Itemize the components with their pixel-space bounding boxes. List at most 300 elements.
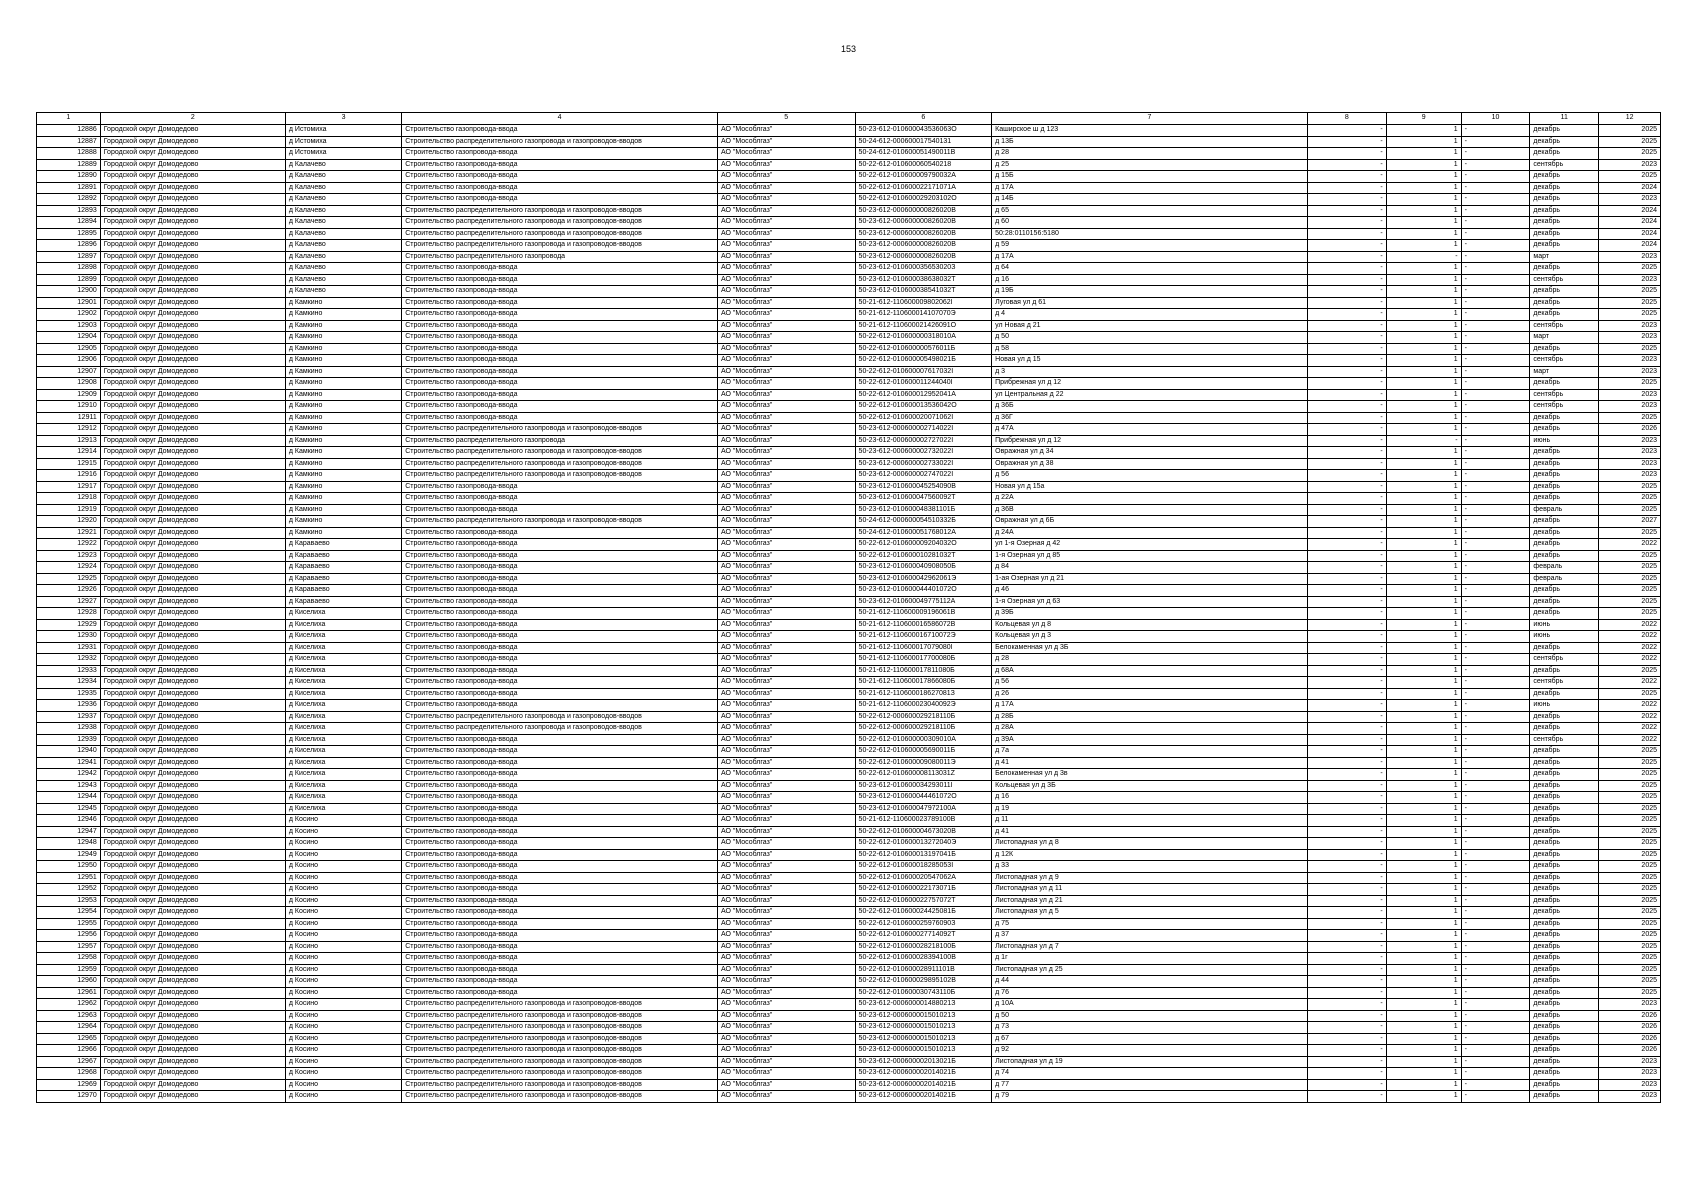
- cell-address: д 17А: [992, 700, 1308, 712]
- cell-application-id: 50-22-612-010600013272040Э: [855, 838, 992, 850]
- cell-col-8: -: [1307, 780, 1386, 792]
- cell-work-type: Строительство распределительного газопровода: [402, 251, 718, 263]
- cell-month: декабрь: [1530, 769, 1599, 781]
- cell-organization: АО "Мособлгаз": [717, 481, 855, 493]
- cell-col-8: -: [1307, 435, 1386, 447]
- cell-settlement: д Калачево: [285, 205, 401, 217]
- cell-work-type: Строительство газопровода-ввода: [402, 412, 718, 424]
- table-row: [37, 194, 1661, 206]
- cell-row-number: 12921: [37, 527, 101, 539]
- cell-col-8: -: [1307, 861, 1386, 873]
- cell-organization: АО "Мособлгаз": [717, 861, 855, 873]
- cell-district: Городской округ Домодедово: [100, 562, 285, 574]
- cell-row-number: 12893: [37, 205, 101, 217]
- cell-address: д 58: [992, 343, 1308, 355]
- cell-address: д 56: [992, 470, 1308, 482]
- cell-district: Городской округ Домодедово: [100, 332, 285, 344]
- cell-col-10: -: [1461, 815, 1530, 827]
- cell-row-number: 12918: [37, 493, 101, 505]
- cell-application-id: 50-22-612-010600020071062I: [855, 412, 992, 424]
- cell-work-type: Строительство распределительного газопровода и газопроводов-вводов: [402, 217, 718, 229]
- cell-district: Городской округ Домодедово: [100, 1033, 285, 1045]
- cell-col-9: 1: [1386, 803, 1461, 815]
- cell-month: декабрь: [1530, 608, 1599, 620]
- cell-application-id: 50-22-612-010600030743110Б: [855, 987, 992, 999]
- table-row: [37, 872, 1661, 884]
- cell-work-type: Строительство распределительного газопровода и газопроводов-вводов: [402, 1056, 718, 1068]
- cell-district: Городской округ Домодедово: [100, 516, 285, 528]
- cell-organization: АО "Мособлгаз": [717, 596, 855, 608]
- cell-col-10: -: [1461, 389, 1530, 401]
- cell-address: Прибрежная ул д 12: [992, 435, 1308, 447]
- cell-row-number: 12895: [37, 228, 101, 240]
- cell-row-number: 12887: [37, 136, 101, 148]
- cell-row-number: 12926: [37, 585, 101, 597]
- cell-year: 2022: [1599, 700, 1661, 712]
- cell-application-id: 50-22-612-010600013197041Б: [855, 849, 992, 861]
- cell-district: Городской округ Домодедово: [100, 895, 285, 907]
- table-row: [37, 447, 1661, 459]
- table-row: [37, 1010, 1661, 1022]
- cell-address: д 64: [992, 263, 1308, 275]
- cell-col-10: -: [1461, 918, 1530, 930]
- cell-application-id: 50-23-612-000600002014021Б: [855, 1079, 992, 1091]
- cell-application-id: 50-22-612-010600011244040I: [855, 378, 992, 390]
- cell-district: Городской округ Домодедово: [100, 493, 285, 505]
- cell-district: Городской округ Домодедово: [100, 861, 285, 873]
- cell-col-10: -: [1461, 769, 1530, 781]
- cell-application-id: 50-23-612-000600002014021Б: [855, 1068, 992, 1080]
- cell-col-10: -: [1461, 780, 1530, 792]
- cell-settlement: д Косино: [285, 815, 401, 827]
- table-row: [37, 562, 1661, 574]
- cell-organization: АО "Мособлгаз": [717, 1045, 855, 1057]
- cell-work-type: Строительство газопровода-ввода: [402, 125, 718, 137]
- table-row: [37, 1091, 1661, 1103]
- cell-col-8: -: [1307, 826, 1386, 838]
- cell-row-number: 12959: [37, 964, 101, 976]
- table-row: [37, 332, 1661, 344]
- cell-work-type: Строительство газопровода-ввода: [402, 148, 718, 160]
- cell-col-9: 1: [1386, 734, 1461, 746]
- cell-address: Овражная ул д 6Б: [992, 516, 1308, 528]
- cell-district: Городской округ Домодедово: [100, 849, 285, 861]
- cell-work-type: Строительство газопровода-ввода: [402, 366, 718, 378]
- cell-settlement: д Калачево: [285, 228, 401, 240]
- cell-month: декабрь: [1530, 585, 1599, 597]
- cell-month: июнь: [1530, 435, 1599, 447]
- cell-month: декабрь: [1530, 447, 1599, 459]
- cell-address: д 22А: [992, 493, 1308, 505]
- cell-application-id: 50-22-612-010600000309010А: [855, 734, 992, 746]
- cell-col-10: -: [1461, 343, 1530, 355]
- cell-col-9: 1: [1386, 608, 1461, 620]
- cell-address: д 65: [992, 205, 1308, 217]
- cell-work-type: Строительство газопровода-ввода: [402, 159, 718, 171]
- cell-work-type: Строительство газопровода-ввода: [402, 573, 718, 585]
- cell-address: д 39А: [992, 734, 1308, 746]
- cell-settlement: д Косино: [285, 964, 401, 976]
- cell-col-9: 1: [1386, 504, 1461, 516]
- cell-settlement: д Киселиха: [285, 700, 401, 712]
- cell-settlement: д Камкино: [285, 366, 401, 378]
- cell-col-9: 1: [1386, 769, 1461, 781]
- cell-col-9: 1: [1386, 1033, 1461, 1045]
- cell-address: д 17А: [992, 251, 1308, 263]
- cell-month: декабрь: [1530, 424, 1599, 436]
- cell-col-8: -: [1307, 366, 1386, 378]
- cell-address: д 39Б: [992, 608, 1308, 620]
- cell-organization: АО "Мособлгаз": [717, 309, 855, 321]
- cell-col-8: -: [1307, 355, 1386, 367]
- cell-district: Городской округ Домодедово: [100, 872, 285, 884]
- table-row: [37, 366, 1661, 378]
- cell-row-number: 12969: [37, 1079, 101, 1091]
- cell-col-10: -: [1461, 941, 1530, 953]
- cell-col-10: -: [1461, 608, 1530, 620]
- cell-district: Городской округ Домодедово: [100, 1079, 285, 1091]
- cell-address: 50:28:0110156:5180: [992, 228, 1308, 240]
- cell-col-10: -: [1461, 700, 1530, 712]
- cell-year: 2025: [1599, 297, 1661, 309]
- cell-col-8: -: [1307, 389, 1386, 401]
- cell-work-type: Строительство распределительного газопровода и газопроводов-вводов: [402, 424, 718, 436]
- cell-year: 2024: [1599, 228, 1661, 240]
- cell-col-9: 1: [1386, 458, 1461, 470]
- table-row: [37, 504, 1661, 516]
- cell-col-10: -: [1461, 585, 1530, 597]
- cell-work-type: Строительство газопровода-ввода: [402, 746, 718, 758]
- cell-organization: АО "Мособлгаз": [717, 470, 855, 482]
- cell-col-10: -: [1461, 286, 1530, 298]
- cell-address: д 13Б: [992, 136, 1308, 148]
- table-row: [37, 458, 1661, 470]
- cell-organization: АО "Мособлгаз": [717, 125, 855, 137]
- cell-col-9: 1: [1386, 930, 1461, 942]
- cell-col-8: -: [1307, 493, 1386, 505]
- cell-settlement: д Калачево: [285, 251, 401, 263]
- cell-col-9: 1: [1386, 332, 1461, 344]
- cell-address: Листопадная ул д 7: [992, 941, 1308, 953]
- cell-application-id: 50-23-612-010600035653020З: [855, 263, 992, 275]
- cell-col-10: -: [1461, 148, 1530, 160]
- cell-row-number: 12944: [37, 792, 101, 804]
- cell-district: Городской округ Домодедово: [100, 585, 285, 597]
- cell-year: 2025: [1599, 872, 1661, 884]
- cell-district: Городской округ Домодедово: [100, 884, 285, 896]
- cell-col-10: -: [1461, 1033, 1530, 1045]
- cell-application-id: 50-23-612-010600049775112А: [855, 596, 992, 608]
- table-row: [37, 481, 1661, 493]
- table-row: [37, 148, 1661, 160]
- cell-settlement: д Камкино: [285, 309, 401, 321]
- cell-application-id: 50-22-612-010600005690011Б: [855, 746, 992, 758]
- cell-address: 1-я Озерная ул д 85: [992, 550, 1308, 562]
- cell-month: декабрь: [1530, 1010, 1599, 1022]
- cell-col-8: -: [1307, 723, 1386, 735]
- cell-col-8: -: [1307, 1045, 1386, 1057]
- cell-month: декабрь: [1530, 1033, 1599, 1045]
- cell-district: Городской округ Домодедово: [100, 297, 285, 309]
- cell-address: д 92: [992, 1045, 1308, 1057]
- cell-col-10: -: [1461, 251, 1530, 263]
- cell-organization: АО "Мособлгаз": [717, 550, 855, 562]
- cell-col-8: -: [1307, 665, 1386, 677]
- cell-year: 2025: [1599, 976, 1661, 988]
- cell-year: 2025: [1599, 792, 1661, 804]
- cell-col-8: -: [1307, 1022, 1386, 1034]
- table-row: [37, 125, 1661, 137]
- cell-district: Городской округ Домодедово: [100, 355, 285, 367]
- cell-address: ул Новая д 21: [992, 320, 1308, 332]
- cell-application-id: 50-23-612-000600000826020В: [855, 205, 992, 217]
- cell-address: д 76: [992, 987, 1308, 999]
- cell-work-type: Строительство распределительного газопровода и газопроводов-вводов: [402, 447, 718, 459]
- cell-work-type: Строительство газопровода-ввода: [402, 953, 718, 965]
- table-row: [37, 930, 1661, 942]
- cell-district: Городской округ Домодедово: [100, 263, 285, 275]
- cell-address: д 60: [992, 217, 1308, 229]
- cell-col-8: -: [1307, 447, 1386, 459]
- cell-organization: АО "Мособлгаз": [717, 504, 855, 516]
- cell-col-10: -: [1461, 619, 1530, 631]
- cell-col-9: 1: [1386, 217, 1461, 229]
- cell-col-10: -: [1461, 263, 1530, 275]
- cell-organization: АО "Мособлгаз": [717, 447, 855, 459]
- cell-col-8: -: [1307, 401, 1386, 413]
- cell-year: 2022: [1599, 711, 1661, 723]
- cell-year: 2025: [1599, 780, 1661, 792]
- cell-application-id: 50-22-612-010600004673020В: [855, 826, 992, 838]
- cell-col-8: -: [1307, 516, 1386, 528]
- cell-organization: АО "Мособлгаз": [717, 251, 855, 263]
- cell-col-10: -: [1461, 677, 1530, 689]
- cell-address: д 1г: [992, 953, 1308, 965]
- cell-settlement: д Камкино: [285, 458, 401, 470]
- cell-col-8: -: [1307, 343, 1386, 355]
- table-row: [37, 389, 1661, 401]
- cell-work-type: Строительство газопровода-ввода: [402, 780, 718, 792]
- cell-application-id: 50-21-612-110600009802062I: [855, 297, 992, 309]
- cell-district: Городской округ Домодедово: [100, 527, 285, 539]
- cell-col-9: 1: [1386, 171, 1461, 183]
- cell-row-number: 12946: [37, 815, 101, 827]
- cell-month: март: [1530, 332, 1599, 344]
- cell-col-8: -: [1307, 976, 1386, 988]
- table-row: [37, 1068, 1661, 1080]
- cell-col-8: -: [1307, 297, 1386, 309]
- cell-work-type: Строительство распределительного газопровода и газопроводов-вводов: [402, 205, 718, 217]
- cell-month: декабрь: [1530, 182, 1599, 194]
- cell-organization: АО "Мособлгаз": [717, 619, 855, 631]
- table-row: [37, 159, 1661, 171]
- cell-application-id: 50-23-612-000600000826020В: [855, 251, 992, 263]
- cell-application-id: 50-23-612-000600002714022I: [855, 424, 992, 436]
- cell-work-type: Строительство газопровода-ввода: [402, 286, 718, 298]
- cell-settlement: д Косино: [285, 999, 401, 1011]
- cell-row-number: 12936: [37, 700, 101, 712]
- cell-settlement: д Косино: [285, 918, 401, 930]
- cell-application-id: 50-22-612-010600005498021Б: [855, 355, 992, 367]
- cell-address: д 7а: [992, 746, 1308, 758]
- cell-col-10: -: [1461, 424, 1530, 436]
- cell-application-id: 50-23-612-010600040908050Б: [855, 562, 992, 574]
- column-header-11: 11: [1530, 113, 1599, 125]
- cell-col-8: -: [1307, 596, 1386, 608]
- cell-settlement: д Косино: [285, 895, 401, 907]
- cell-col-8: -: [1307, 378, 1386, 390]
- cell-settlement: д Камкино: [285, 355, 401, 367]
- cell-district: Городской округ Домодедово: [100, 550, 285, 562]
- cell-settlement: д Караваево: [285, 539, 401, 551]
- cell-address: Каширское ш д 123: [992, 125, 1308, 137]
- cell-col-9: 1: [1386, 470, 1461, 482]
- cell-year: 2025: [1599, 907, 1661, 919]
- cell-col-8: -: [1307, 332, 1386, 344]
- cell-year: 2025: [1599, 550, 1661, 562]
- cell-month: сентябрь: [1530, 159, 1599, 171]
- cell-district: Городской округ Домодедово: [100, 159, 285, 171]
- cell-col-10: -: [1461, 516, 1530, 528]
- cell-application-id: 50-23-612-010600045254090В: [855, 481, 992, 493]
- cell-organization: АО "Мособлгаз": [717, 297, 855, 309]
- column-header-5: 5: [717, 113, 855, 125]
- cell-settlement: д Камкино: [285, 378, 401, 390]
- cell-settlement: д Калачево: [285, 286, 401, 298]
- cell-col-10: -: [1461, 274, 1530, 286]
- page-number: 153: [840, 44, 857, 54]
- cell-address: Листопадная ул д 8: [992, 838, 1308, 850]
- cell-col-10: -: [1461, 527, 1530, 539]
- cell-col-9: 1: [1386, 263, 1461, 275]
- cell-month: сентябрь: [1530, 401, 1599, 413]
- cell-col-9: 1: [1386, 918, 1461, 930]
- cell-col-9: 1: [1386, 562, 1461, 574]
- cell-application-id: 50-23-612-000600001501021З: [855, 1022, 992, 1034]
- cell-col-10: -: [1461, 861, 1530, 873]
- cell-work-type: Строительство газопровода-ввода: [402, 654, 718, 666]
- cell-col-8: -: [1307, 550, 1386, 562]
- cell-organization: АО "Мособлгаз": [717, 263, 855, 275]
- cell-work-type: Строительство газопровода-ввода: [402, 688, 718, 700]
- cell-address: д 10А: [992, 999, 1308, 1011]
- cell-col-9: 1: [1386, 378, 1461, 390]
- cell-address: д 36Г: [992, 412, 1308, 424]
- cell-col-8: -: [1307, 217, 1386, 229]
- cell-col-10: -: [1461, 1079, 1530, 1091]
- cell-address: д 16: [992, 274, 1308, 286]
- cell-col-10: -: [1461, 125, 1530, 137]
- cell-col-9: 1: [1386, 1091, 1461, 1103]
- cell-col-10: -: [1461, 930, 1530, 942]
- cell-col-10: -: [1461, 884, 1530, 896]
- cell-year: 2023: [1599, 320, 1661, 332]
- cell-col-10: -: [1461, 136, 1530, 148]
- table-row: [37, 550, 1661, 562]
- table-row: [37, 792, 1661, 804]
- cell-district: Городской округ Домодедово: [100, 711, 285, 723]
- cell-col-8: -: [1307, 320, 1386, 332]
- cell-row-number: 12954: [37, 907, 101, 919]
- table-row: [37, 688, 1661, 700]
- cell-settlement: д Истомиха: [285, 125, 401, 137]
- cell-organization: АО "Мособлгаз": [717, 792, 855, 804]
- cell-work-type: Строительство газопровода-ввода: [402, 274, 718, 286]
- cell-organization: АО "Мособлгаз": [717, 907, 855, 919]
- cell-row-number: 12943: [37, 780, 101, 792]
- cell-month: март: [1530, 251, 1599, 263]
- cell-month: декабрь: [1530, 148, 1599, 160]
- table-row: [37, 217, 1661, 229]
- cell-month: декабрь: [1530, 136, 1599, 148]
- table-row: [37, 815, 1661, 827]
- cell-settlement: д Киселиха: [285, 723, 401, 735]
- table-row: [37, 849, 1661, 861]
- table-row: [37, 182, 1661, 194]
- cell-district: Городской округ Домодедово: [100, 688, 285, 700]
- cell-address: д 41: [992, 826, 1308, 838]
- cell-col-10: -: [1461, 412, 1530, 424]
- table-row: [37, 654, 1661, 666]
- cell-organization: АО "Мособлгаз": [717, 872, 855, 884]
- cell-row-number: 12958: [37, 953, 101, 965]
- cell-row-number: 12925: [37, 573, 101, 585]
- cell-year: 2025: [1599, 987, 1661, 999]
- cell-settlement: д Караваево: [285, 596, 401, 608]
- cell-month: декабрь: [1530, 826, 1599, 838]
- cell-address: Новая ул д 15а: [992, 481, 1308, 493]
- cell-organization: АО "Мособлгаз": [717, 1068, 855, 1080]
- cell-settlement: д Калачево: [285, 194, 401, 206]
- column-header-8: 8: [1307, 113, 1386, 125]
- cell-month: июнь: [1530, 619, 1599, 631]
- cell-year: 2024: [1599, 205, 1661, 217]
- cell-row-number: 12889: [37, 159, 101, 171]
- cell-organization: АО "Мособлгаз": [717, 918, 855, 930]
- cell-year: 2026: [1599, 1022, 1661, 1034]
- cell-organization: АО "Мособлгаз": [717, 711, 855, 723]
- cell-organization: АО "Мособлгаз": [717, 884, 855, 896]
- cell-district: Городской округ Домодедово: [100, 194, 285, 206]
- cell-year: 2025: [1599, 412, 1661, 424]
- cell-month: сентябрь: [1530, 274, 1599, 286]
- cell-district: Городской округ Домодедово: [100, 953, 285, 965]
- cell-month: декабрь: [1530, 309, 1599, 321]
- table-row: [37, 734, 1661, 746]
- cell-month: сентябрь: [1530, 355, 1599, 367]
- cell-col-10: -: [1461, 803, 1530, 815]
- cell-row-number: 12920: [37, 516, 101, 528]
- table-row: [37, 539, 1661, 551]
- cell-application-id: 50-22-612-010600010281032Т: [855, 550, 992, 562]
- cell-work-type: Строительство распределительного газопровода и газопроводов-вводов: [402, 470, 718, 482]
- cell-organization: АО "Мособлгаз": [717, 1010, 855, 1022]
- cell-year: 2023: [1599, 389, 1661, 401]
- cell-address: д 50: [992, 332, 1308, 344]
- cell-col-8: -: [1307, 481, 1386, 493]
- cell-month: декабрь: [1530, 205, 1599, 217]
- cell-application-id: 50-22-612-010600022171071А: [855, 182, 992, 194]
- cell-application-id: 50-23-612-010600048381101Б: [855, 504, 992, 516]
- cell-district: Городской округ Домодедово: [100, 907, 285, 919]
- cell-settlement: д Камкино: [285, 516, 401, 528]
- table-row: [37, 1045, 1661, 1057]
- cell-col-10: -: [1461, 688, 1530, 700]
- cell-work-type: Строительство газопровода-ввода: [402, 838, 718, 850]
- cell-month: декабрь: [1530, 286, 1599, 298]
- cell-row-number: 12950: [37, 861, 101, 873]
- cell-row-number: 12923: [37, 550, 101, 562]
